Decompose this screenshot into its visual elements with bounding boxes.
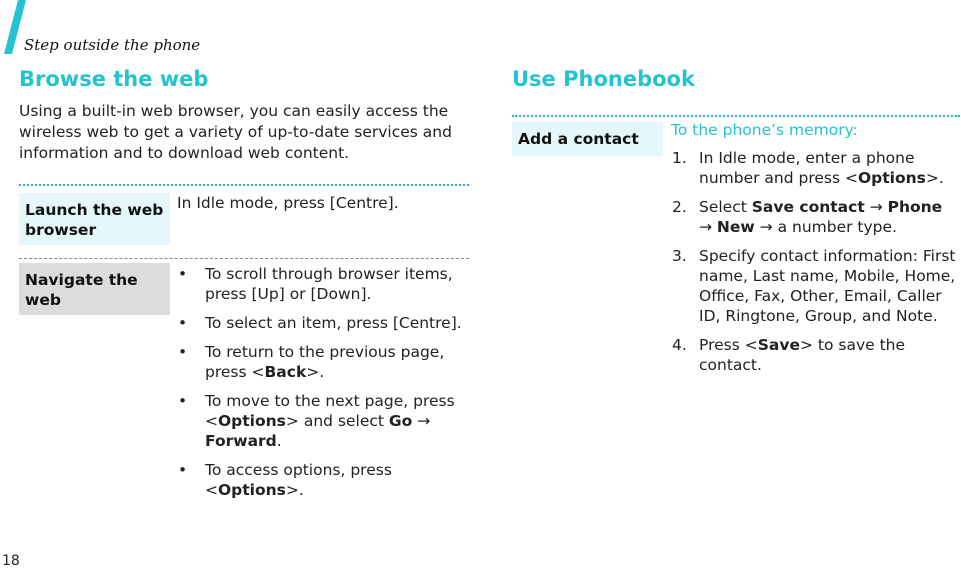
label-navigate-web: Navigate the web (19, 263, 170, 315)
list-item: 2. Select Save contact → Phone → New → a number type. (672, 198, 943, 236)
label-launch-browser: Launch the web browser (19, 193, 170, 245)
label-add-contact: Add a contact (512, 122, 663, 156)
header-accent-slash (4, 0, 26, 54)
list-item: • To return to the previous page, press <Back>. (178, 343, 445, 381)
memory-subheading: To the phone’s memory: (671, 121, 858, 139)
list-item: 4. Press <Save> to save the contact. (672, 336, 906, 374)
launch-instruction: In Idle mode, press [Centre]. (177, 194, 399, 212)
page-number: 18 (2, 553, 20, 569)
browse-intro: Using a built-in web browser, you can easily access the wireless web to get a variety of up-to-date services and information and to download web content. (19, 102, 452, 162)
list-item: 1. In Idle mode, enter a phone number and press <Options>. (672, 149, 944, 187)
dashed-divider (19, 258, 469, 259)
section-title-phonebook: Use Phonebook (512, 67, 695, 91)
list-item: • To select an item, press [Centre]. (178, 314, 462, 332)
section-title-browse: Browse the web (19, 67, 209, 91)
list-item: • To scroll through browser items, press [Up] or [Down]. (178, 265, 453, 303)
list-item: 3. Specify contact information: First name, Last name, Mobile, Home, Office, Fax, Other, Email, Caller ID, Ringtone, Group, and Note. (672, 247, 956, 325)
add-contact-steps (670, 148, 960, 384)
dotted-divider (19, 184, 469, 186)
list-item: • To access options, press <Options>. (178, 461, 392, 499)
navigate-bullet-list (173, 264, 473, 509)
dotted-divider (512, 115, 960, 117)
running-header: Step outside the phone (24, 36, 201, 54)
list-item: • To move to the next page, press <Options> and select Go → Forward. (178, 392, 455, 450)
